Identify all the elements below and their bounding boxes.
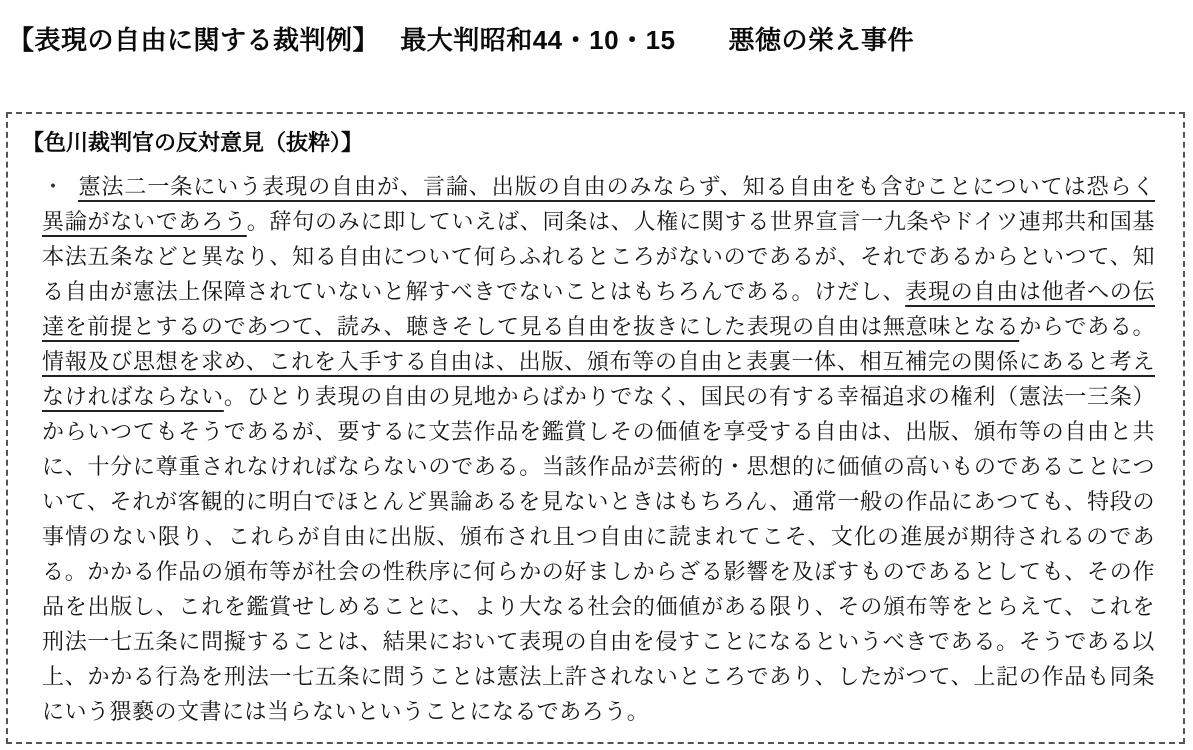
dissent-opinion-box xyxy=(6,112,1185,744)
opinion-text-segment: からである。 xyxy=(1019,314,1155,339)
opinion-text-underlined-segment: 情報及び思想を求め、これを入手する自由は、出版、頒布等の自由と表裏一体、相互補完の関係にあると考えなければならない xyxy=(42,349,1155,409)
opinion-text-underlined-segment: 表現の自由は他者への伝達を前提とするのであつて、読み、聴きそして見る自由を抜きにした表現の自由は無意味となる xyxy=(42,279,1155,339)
opinion-text xyxy=(42,174,1155,724)
opinion-box-header: 【色川裁判官の反対意見（抜粋）】 xyxy=(22,130,364,155)
opinion-text-segment: 。ひとり表現の自由の見地からばかりでなく、国民の有する幸福追求の権利（憲法一三条）からいつてもそうであるが、要するに文芸作品を鑑賞しその価値を享受する自由は、出版、頒布等の自由と共に、十分に尊重されなければならないのである。当該作品が芸術的・思想的に価値の高いものであることについて、それが客観的に明白でほとんど異論あるを見ないときはもちろん、通常一般の作品にあつても、特段の事情のない限り、これらが自由に出版、頒布され且つ自由に読まれてこそ、文化の進展が期待されるのである。かかる作品の頒布等が社会の性秩序に何らかの好ましからざる影響を及ぼすものであるとしても、その作品を出版し、これを鑑賞せしめることに、より大なる社会的価値がある限り、その頒布等をとらえて、これを刑法一七五条に問擬することは、結果において表現の自由を侵すことになるというべきである。そうである以上、かかる行為を刑法一七五条に問うことは憲法上許されないところであり、したがつて、上記の作品も同条にいう猥褻の文書には当らないということになるであろう。 xyxy=(42,384,1155,724)
opinion-text-segment: 。辞句のみに即していえば、同条は、人権に関する世界宣言一九条やドイツ連邦共和国基本法五条などと異なり、知る自由について何らふれるところがないのであるが、それであるからといつて、知る自由が憲法上保障されていないと解すべきでないことはもちろんである。けだし、 xyxy=(42,209,1155,304)
bullet-marker: ・ xyxy=(42,174,65,199)
opinion-text-underlined-segment: 憲法二一条にいう表現の自由が、言論、出版の自由のみならず、知る自由をも含むことについては恐らく異論がないであろう xyxy=(42,174,1155,234)
page-title: 【表現の自由に関する裁判例】 最大判昭和44・10・15 悪徳の栄え事件 xyxy=(8,25,914,55)
opinion-paragraph xyxy=(42,169,1155,729)
